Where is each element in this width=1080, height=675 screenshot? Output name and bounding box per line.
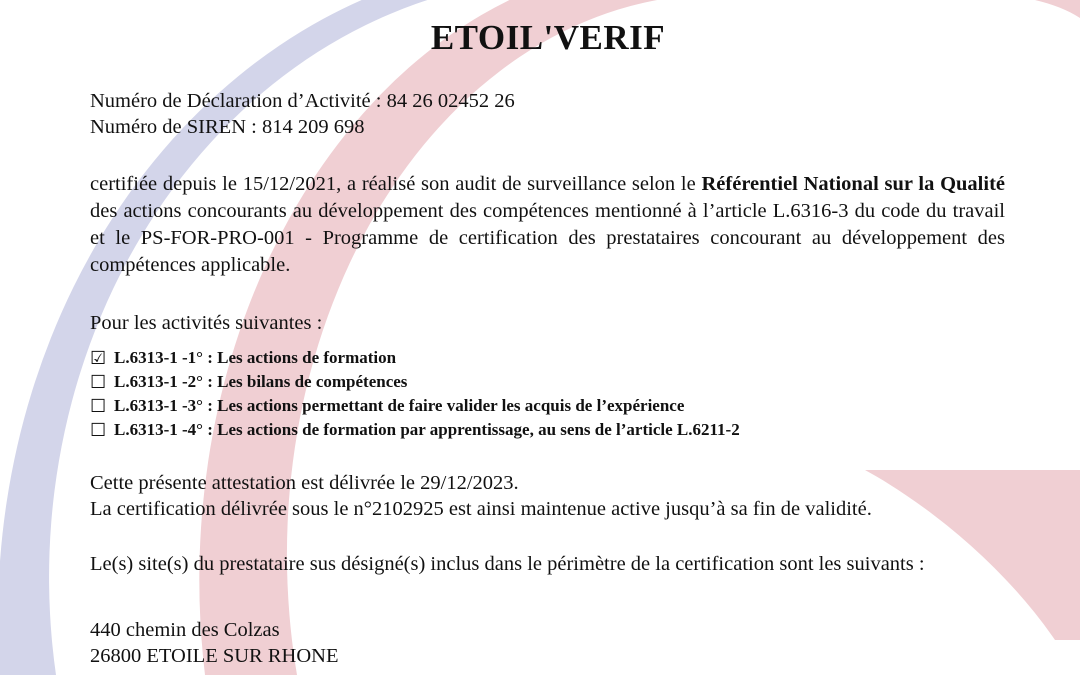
certification-text-before: certifiée depuis le 15/12/2021, a réalisé son audit de surveillance selon le: [90, 173, 702, 195]
address-street: 440 chemin des Colzas: [90, 619, 280, 641]
activity-item: [90, 346, 740, 370]
activity-label: L.6313-1 -2° : Les bilans de compétences: [114, 372, 408, 391]
checked-box-icon: ☑: [90, 348, 107, 368]
activity-label: L.6313-1 -3° : Les actions permettant de faire valider les acquis de l’expérience: [114, 396, 685, 415]
site-address: [90, 617, 338, 669]
document-title: ETOIL'VERIF: [430, 18, 666, 57]
referential-name: Référentiel National sur la Qualité: [701, 173, 1005, 195]
certification-paragraph: [90, 171, 1005, 279]
activity-item: [90, 370, 740, 394]
siren-number: Numéro de SIREN : 814 209 698: [90, 116, 365, 138]
activities-list: [90, 346, 740, 442]
certification-text-after: des actions concourants au développement des compétences mentionné à l’article L.6316-3 du code du travail et le PS-FOR-PRO-001 - Programme de certification des prestataires concourant au développement des compétences applicable.: [90, 200, 1005, 276]
unchecked-box-icon: ☐: [90, 372, 107, 392]
address-city: 26800 ETOILE SUR RHONE: [90, 645, 339, 667]
attestation-block: [90, 470, 872, 522]
identification-block: [90, 88, 515, 140]
attestation-date: Cette présente attestation est délivrée le 29/12/2023.: [90, 472, 519, 494]
activity-label: L.6313-1 -1° : Les actions de formation: [114, 348, 397, 367]
unchecked-box-icon: ☐: [90, 396, 107, 416]
activity-item: [90, 418, 740, 442]
sites-intro: Le(s) site(s) du prestataire sus désigné(s) inclus dans le périmètre de la certification sont les suivants :: [90, 553, 925, 575]
unchecked-box-icon: ☐: [90, 420, 107, 440]
declaration-number: Numéro de Déclaration d’Activité : 84 26 02452 26: [90, 90, 515, 112]
activity-item: [90, 394, 740, 418]
activity-label: L.6313-1 -4° : Les actions de formation par apprentissage, au sens de l’article L.6211-2: [114, 420, 740, 439]
activities-intro: [90, 310, 322, 336]
activities-intro-text: Pour les activités suivantes :: [90, 312, 323, 334]
certification-number: La certification délivrée sous le n°2102925 est ainsi maintenue active jusqu’à sa fin de validité.: [90, 498, 872, 520]
